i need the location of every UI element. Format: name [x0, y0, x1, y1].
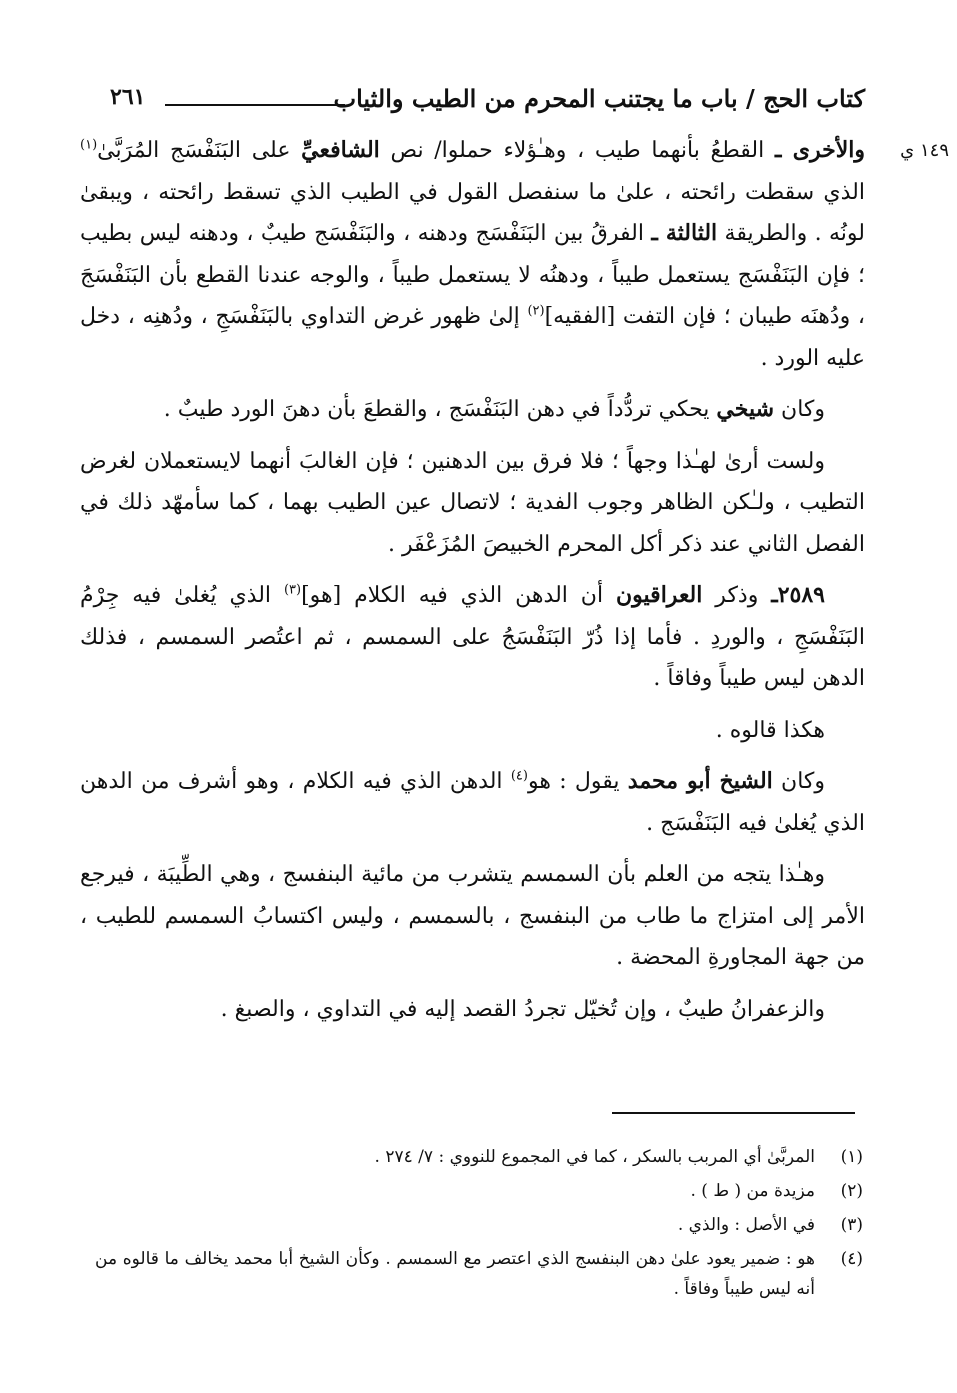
footnote-ref: (٣): [283, 582, 302, 598]
footnote-number: (١): [840, 1147, 863, 1167]
text-run: القطعُ بأنهما طيب ، وهـٰؤلاء حملوا/ نص: [379, 138, 775, 163]
footnote: [95, 1142, 863, 1172]
footnotes: [95, 1142, 863, 1308]
footnote-text: مزيدة من ( ط ) .: [690, 1181, 815, 1201]
footnote: [95, 1176, 863, 1206]
paragraph-5: هكذا قالوه .: [715, 717, 825, 743]
text-run: يحكي تردُّداً في دهن البَنَفْسَج ، والقطعَ بأن دهنَ الورد طيبٌ .: [163, 397, 717, 422]
text-run: إلىٰ ظهور غرض التداوي بالبَنَفْسَجِ ، ودُهنِه ، دخل عليه الورد .: [80, 304, 865, 371]
paragraph-3: ولست أرىٰ لهـٰذا وجهاً ؛ فلا فرق بين الدهنين ؛ فإن الغالبَ أنهما لايستعملان لغرض التطيب ، ولـٰكن الظاهر وجوب الفدية ؛ لاتصال عين الطيب بهما ، كما سأمهّد ذلك في الفصل الثاني عند ذكر أكل المحرم الخبيصَ المُزَعْفَر .: [80, 448, 865, 557]
text-run: وكان: [774, 397, 825, 422]
footnote-separator: [612, 1112, 855, 1114]
footnote-ref: (٢): [527, 303, 545, 319]
running-header: [95, 84, 865, 120]
section-number: ٢٥٨٩ـ: [771, 582, 825, 608]
footnote-ref: (٤): [510, 768, 528, 784]
text-run: على البَنَفْسَج المُرَبَّىٰ: [97, 138, 302, 163]
page-number: ٢٦١: [110, 84, 146, 110]
footnote-text: هو : ضمير يعود علىٰ دهن البنفسج الذي اعتصر مع السمسم . وكأن الشيخ أبا محمد يخالف ما قالوه من أنه ليس طيباً وفاقاً .: [95, 1249, 815, 1299]
header-rule: [165, 104, 345, 106]
footnote-ref: (١): [80, 137, 98, 153]
bold-term: شيخي: [716, 396, 775, 422]
paragraph-8: والزعفرانُ طيبٌ ، وإن تُخيّل تجردُ القصد إليه في التداوي ، والصبغ .: [220, 996, 825, 1022]
bold-term: العراقيون: [616, 582, 703, 608]
text-run: أن الدهن الذي فيه الكلام [هو]: [301, 583, 617, 608]
bold-term: الشيخ أبو محمد: [627, 768, 773, 794]
footnote-text: في الأصل : والذي .: [677, 1215, 815, 1235]
text-run: الذي سقطت رائحته ، علىٰ ما سنفصل القول في الطيب الذي تسقط رائحته ، ويبقىٰ لونُه . والطريقة: [80, 179, 865, 246]
text-run: يقول : هو: [527, 769, 628, 794]
text-run: الدهن الذي فيه الكلام ، وهو أشرف من الدهن الذي يُغلىٰ فيه البَنَفْسَج .: [80, 769, 865, 836]
text-run: وذكر: [702, 583, 772, 608]
paragraph-2: [80, 389, 865, 431]
text-run: الذي يُغلىٰ فيه جِرْمُ البَنَفْسَجِ ، والوردِ . فأما إذا ذُرّ البَنَفْسَجُ على السمسم ، ثم اعتُصر السمسم ، فذلك الدهن ليس طيباً وفاقاً .: [80, 583, 865, 691]
bold-term: الشافعيِّ: [301, 137, 380, 163]
bold-term: الثالثة ـ: [651, 220, 718, 246]
margin-note: ١٤٩ ي: [900, 140, 949, 161]
paragraph-4: [80, 575, 865, 700]
main-text: [80, 130, 865, 1040]
footnote-number: (٣): [840, 1215, 863, 1235]
paragraph-1: [80, 130, 865, 379]
footnote-text: المربَّىٰ أي المربب بالسكر ، كما في المجموع للنووي : ٧/ ٢٧٤ .: [374, 1147, 815, 1167]
text-run: الفرقُ بين البَنَفْسَج ودهنه ، والبَنَفْسَج طيبٌ ، ودهنه ليس بطيب ؛ فإن البَنَفْسَج يستعمل طيباً ، ودهنُه لا يستعمل طيباً ، والوجه عندنا القطع بأن البَنَفْسَجَ ، ودُهنَه طيبان ؛ فإن التفت [الفقيه]: [80, 221, 865, 329]
bold-term: والأخرى ـ: [774, 137, 865, 163]
paragraph-6: [80, 761, 865, 844]
header-title: كتاب الحج / باب ما يجتنب المحرم من الطيب والثياب: [333, 84, 865, 113]
footnote: [95, 1244, 863, 1304]
footnote: [95, 1210, 863, 1240]
text-run: وكان: [772, 769, 826, 794]
paragraph-7: وهـٰذا يتجه من العلم بأن السمسم يتشرب من مائية البنفسج ، وهي الطِّيبَة ، فيرجع الأمر إلى امتزاج ما طاب من البنفسج ، بالسمسم ، وليس اكتسابُ السمسم للطيب ، من جهة المجاورةِ المحضة .: [80, 862, 865, 970]
footnote-number: (٢): [840, 1181, 863, 1201]
footnote-number: (٤): [840, 1249, 863, 1269]
